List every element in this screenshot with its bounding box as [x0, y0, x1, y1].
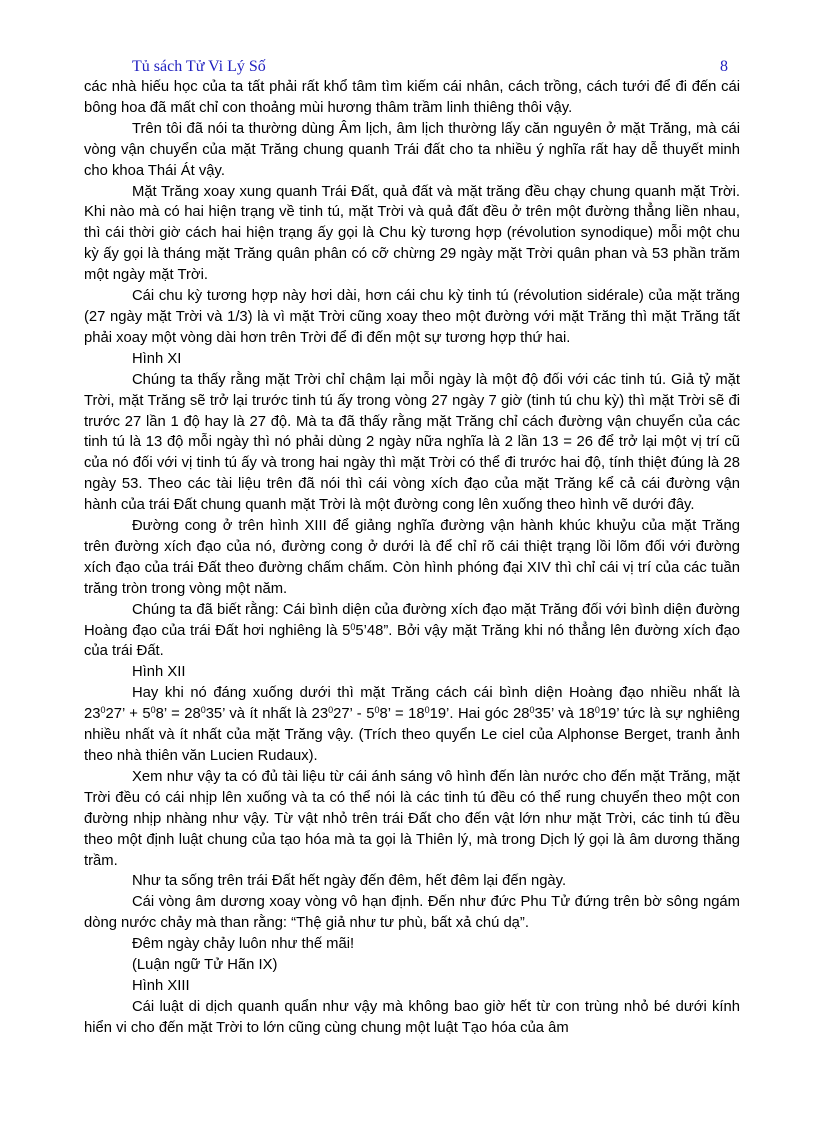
paragraph: Như ta sống trên trái Đất hết ngày đến đêm, hết đêm lại đến ngày. [132, 873, 567, 890]
paragraph: Hình XIII [132, 977, 190, 994]
paragraph: Đường cong ở trên hình XIII để giảng nghĩa đường vận hành khúc khuỷu của mặt Trăng trên đường xích đạo của nó, đường cong ở dưới là để chỉ rõ cái thiệt trạng lồi lõm đối với đường xích đạo của trái Đất theo đường chấm chấm. Còn hình phóng đại XIV thì chỉ cái vị trí của các tuần trăng tròn trong vòng một năm. [84, 518, 740, 597]
paragraph: Hình XI [132, 350, 182, 367]
paragraph: Cái luật di dịch quanh quẩn như vậy mà không bao giờ hết từ con trùng nhỏ bé dưới kính hiển vi cho đến mặt Trời to lớn cũng cùng chung một luật Tạo hóa của âm [84, 998, 740, 1036]
header-title: Tủ sách Tử Vi Lý Số [132, 58, 266, 75]
paragraph: Cái vòng âm dương xoay vòng vô hạn định. Đến như đức Phu Tử đứng trên bờ sông ngám dòng nước chảy mà than rằng: “Thệ giả như tư phù, bất xả chú dạ”. [84, 894, 740, 932]
paragraph: Đêm ngày chảy luôn như thế mãi! [132, 936, 355, 953]
paragraph: (Luận ngữ Tử Hãn IX) [132, 957, 278, 974]
paragraph: các nhà hiếu học của ta tất phải rất khổ tâm tìm kiếm cái nhân, cách trồng, cách tưới để đi đến cái bông hoa đã mất chỉ con thoảng mùi hương thâm trầm linh thiêng thôi vậy. [84, 79, 740, 116]
paragraph: Chúng ta đã biết rằng: Cái bình diện của đường xích đạo mặt Trăng đối với bình diện đường Hoàng đạo của trái Đất hơi nghiêng là $5^05’48$”. Bởi vậy mặt Trăng khi nó thẳng lên đường xích đạo của trái Đất. [84, 601, 740, 660]
paragraph: Trên tôi đã nói ta thường dùng Âm lịch, âm lịch thường lấy căn nguyên ở mặt Trăng, mà cái vòng vận chuyển của mặt Trăng chung quanh Trái đất cho ta nhiều ý nghĩa rất hay dễ thuyết minh cho khoa Thái Át vậy. [84, 120, 740, 179]
paragraph: Chúng ta thấy rằng mặt Trời chỉ chậm lại mỗi ngày là một độ đối với các tinh tú. Giả tỷ mặt Trời, mặt Trăng sẽ trở lại trước tinh tú ấy trong vòng 27 ngày 7 giờ (tinh tú chu kỳ) thì mặt Trời sẽ đi trước 27 lần 1 độ hay là 27 độ. Mà ta đã thấy rằng mặt Trăng chỉ cách đường vận chuyển của các tinh tú là 13 độ mỗi ngày thì nó phải dùng 2 ngày nữa nghĩa là 2 lần 13 = 26 để trở lại một vị trí cũ của nó đối với vị tinh tú ấy và trong hai ngày thì mặt Trời có thể đi trước hai độ, tính thiệt đúng là 28 ngày 53. Theo các tài liệu trên đã nói thì cái vòng xích đạo của mặt Trăng kể cả cái đường vận hành của trái Đất chung quanh mặt Trời là một đường cong lên xuống theo hình vẽ dưới đây. [84, 371, 740, 514]
paragraph: Cái chu kỳ tương hợp này hơi dài, hơn cái chu kỳ tinh tú (révolution sidérale) của mặt trăng (27 ngày mặt Trời và 1/3) là vì mặt Trời cũng xoay theo một đường với mặt Trăng thì mặt Trăng tất phải xoay một vòng dài hơn trên Trời để đi đến một sự tương hợp thứ hai. [84, 288, 740, 346]
body-text [84, 77, 740, 1039]
page-header [132, 56, 728, 78]
paragraph: Mặt Trăng xoay xung quanh Trái Đất, quả đất và mặt trăng đều chạy chung quanh mặt Trời. Khi nào mà có hai hiện trạng về tinh tú, mặt Trời và quả đất đều ở trên một đường thẳng liền nhau, thì cái thời giờ cách hai hiện trạng ấy gọi là Chu kỳ tương hợp (révolution synodique) mỗi một chu kỳ ấy gọi là tháng mặt Trăng quân phân có cỡ chừng 29 ngày mặt Trời quân phan và 53 phần trăm một ngày mặt Trời. [84, 183, 740, 284]
page-number: 8 [720, 58, 728, 75]
paragraph: Hình XII [132, 664, 186, 681]
paragraph: Hay khi nó đáng xuống dưới thì mặt Trăng cách cái bình diện Hoàng đạo nhiều nhất là $23^027$’ + $5^08$’ = $28^035$’ và ít nhất là $23^027$’ - $5^08$’ = $18^019$’. Hai góc $28^035$’ và $18^019$’ tức là sự nghiêng nhiều nhất và ít nhất của mặt Trăng vậy. (Trích theo quyển Le ciel của Alphonse Berget, tranh ảnh theo nhà thiên văn Lucien Rudaux). [84, 685, 740, 764]
paragraph: Xem như vậy ta có đủ tài liệu từ cái ánh sáng vô hình đến làn nước cho đến mặt Trăng, mặt Trời đều có cái nhịp lên xuống và ta có thể nói là các tinh tú đều có thể rung chuyển theo một con đường nhịp nhàng như vậy. Từ vật nhỏ trên trái Đất cho đến vật lớn như mặt Trời, các tinh tú đều theo một định luật chung của tạo hóa mà ta gọi là Thiên lý, mà trong Dịch lý gọi là âm dương thăng trầm. [84, 768, 740, 869]
